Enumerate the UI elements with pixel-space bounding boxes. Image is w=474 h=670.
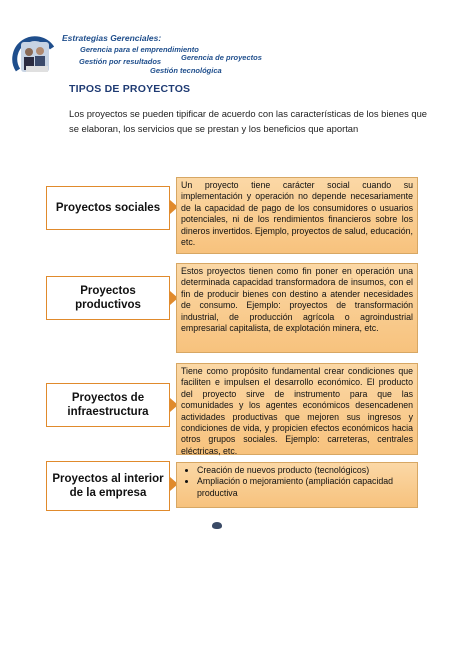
type-description-sociales: Un proyecto tiene carácter social cuando su implementación y operación no depende necesariamente de la capacidad de pago de los consumidores o usuarios potenciales, ni de los rendimientos financieros sobre los dineros invertidos. Ejemplo, proyectos de salud, educación, etc.	[176, 177, 418, 254]
bullet-list	[181, 465, 413, 499]
type-description-productivos: Estos proyectos tienen como fin poner en operación una determinada capacidad transformadora de insumos, con el fin de producir bienes con destino a atender necesidades de consumo. Ejemplo: proyectos de transformación industrial, de producción agrícola o agroindustrial empresarial capitalista, de explotación minera, etc.	[176, 263, 418, 353]
type-label-infraestructura: Proyectos de infraestructura	[46, 383, 170, 427]
decorative-dot	[212, 522, 222, 529]
list-item: • Ampliación o mejoramiento (ampliación capacidad productiva	[197, 476, 413, 499]
list-item: • Creación de nuevos producto (tecnológicos)	[197, 465, 413, 476]
header-title: Estrategias Gerenciales:	[62, 33, 162, 43]
header-subtitle-emprendimiento: Gerencia para el emprendimiento	[80, 45, 199, 54]
header-logo	[12, 30, 56, 78]
type-label-sociales: Proyectos sociales	[46, 186, 170, 230]
type-label-productivos: Proyectos productivos	[46, 276, 170, 320]
header-subtitle-resultados: Gestión por resultados	[79, 57, 162, 66]
header-subtitle-proyectos: Gerencia de proyectos	[181, 53, 262, 62]
type-description-empresa	[176, 462, 418, 508]
header-subtitle-tecnologica: Gestión tecnológica	[150, 66, 222, 75]
type-label-empresa: Proyectos al interior de la empresa	[46, 461, 170, 511]
section-title: TIPOS DE PROYECTOS	[69, 83, 191, 95]
intro-paragraph: Los proyectos se pueden tipificar de acuerdo con las características de los bienes que se elaboran, los servicios que se prestan y los beneficios que aportan	[69, 108, 428, 134]
type-description-infraestructura: Tiene como propósito fundamental crear condiciones que faciliten e impulsen el desarrollo económico. El producto del proyecto sirve de instrumento para que las comunidades y los agentes económicos desencadenen actividades productivas que mejoren sus ingresos y condiciones de vida, y propicien efectos económicos hacia otros grupos sociales. Ejemplo: carreteras, centrales eléctricas, etc.	[176, 363, 418, 455]
